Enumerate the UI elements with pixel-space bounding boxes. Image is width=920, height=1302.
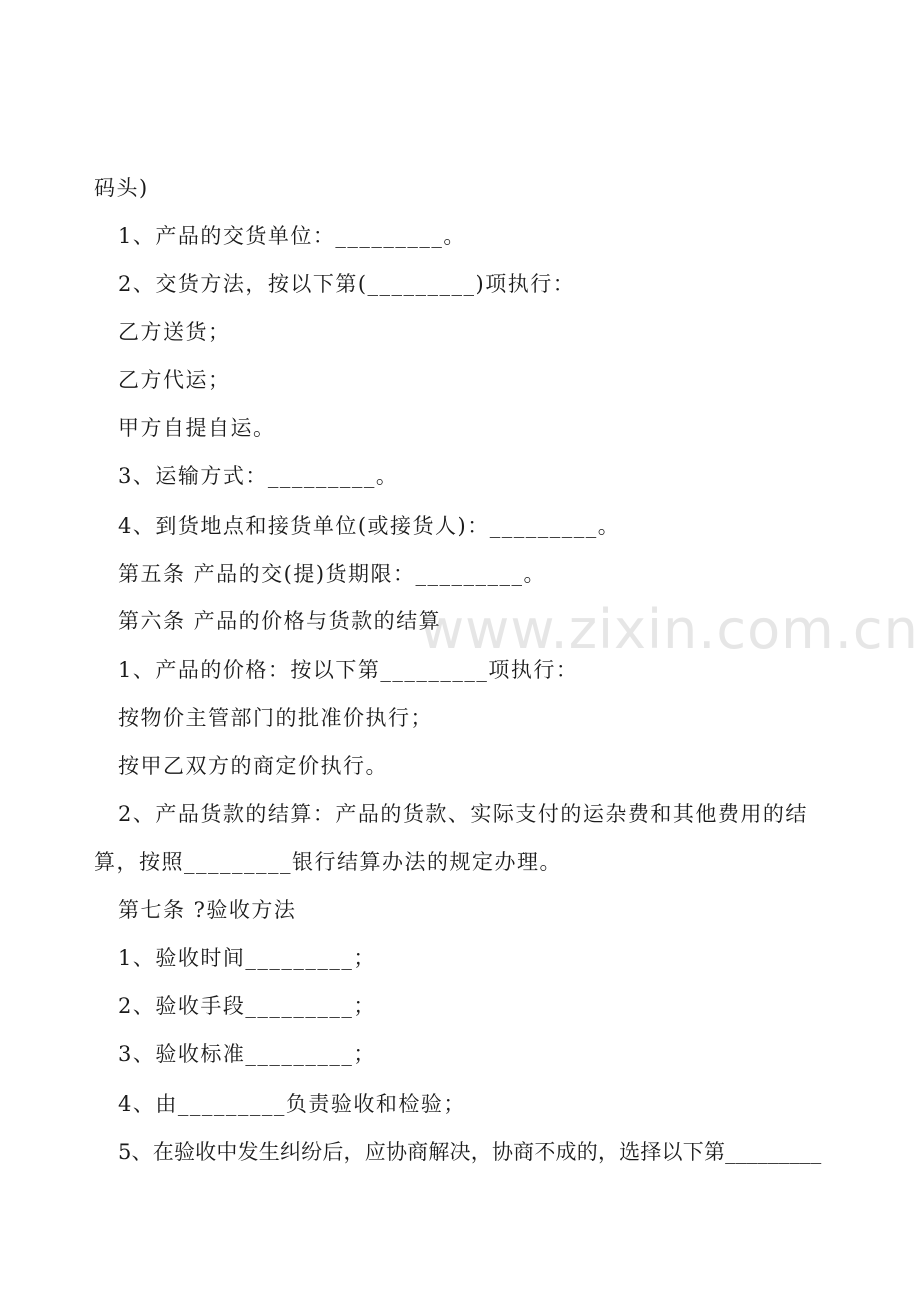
text-line-dispute: 5、在验收中发生纠纷后，应协商解决，协商不成的，选择以下第_________ [118,1140,822,1164]
text-line-article-six: 第六条 产品的价格与货款的结算 [118,609,442,633]
text-line-inspection-means: 2、验收手段_________； [118,994,376,1018]
text-line-inspection-standard: 3、验收标准_________； [118,1042,376,1066]
text-line-article-five: 第五条 产品的交(提)货期限：_________。 [118,562,547,586]
text-line-inspection-time: 1、验收时间_________； [118,946,376,970]
text-line-destination: 4、到货地点和接货单位(或接货人)：_________。 [118,514,621,538]
text-line-approved-price: 按物价主管部门的批准价执行； [118,706,433,730]
text-line-continuation: 码头) [94,176,149,200]
text-line-party-b-delivers: 乙方送货； [118,320,231,344]
text-line-party-a-pickup: 甲方自提自运。 [118,416,276,440]
text-line-settlement-cont: 算，按照_________银行结算办法的规定办理。 [94,850,562,874]
text-line-agreed-price: 按甲乙双方的商定价执行。 [118,754,388,778]
text-line-delivery-method: 2、交货方法，按以下第(_________)项执行： [118,272,576,296]
text-line-price: 1、产品的价格：按以下第_________项执行： [118,658,579,682]
watermark: www.zixin.com.cn [420,598,919,661]
text-line-inspector: 4、由_________负责验收和检验； [118,1092,466,1116]
text-line-party-b-ships: 乙方代运； [118,368,231,392]
text-line-transport-mode: 3、运输方式：_________。 [118,464,399,488]
text-line-settlement: 2、产品货款的结算：产品的货款、实际支付的运杂费和其他费用的结 [118,802,808,826]
text-line-delivery-unit: 1、产品的交货单位：_________。 [118,224,466,248]
text-line-article-seven: 第七条 ?验收方法 [118,898,297,922]
